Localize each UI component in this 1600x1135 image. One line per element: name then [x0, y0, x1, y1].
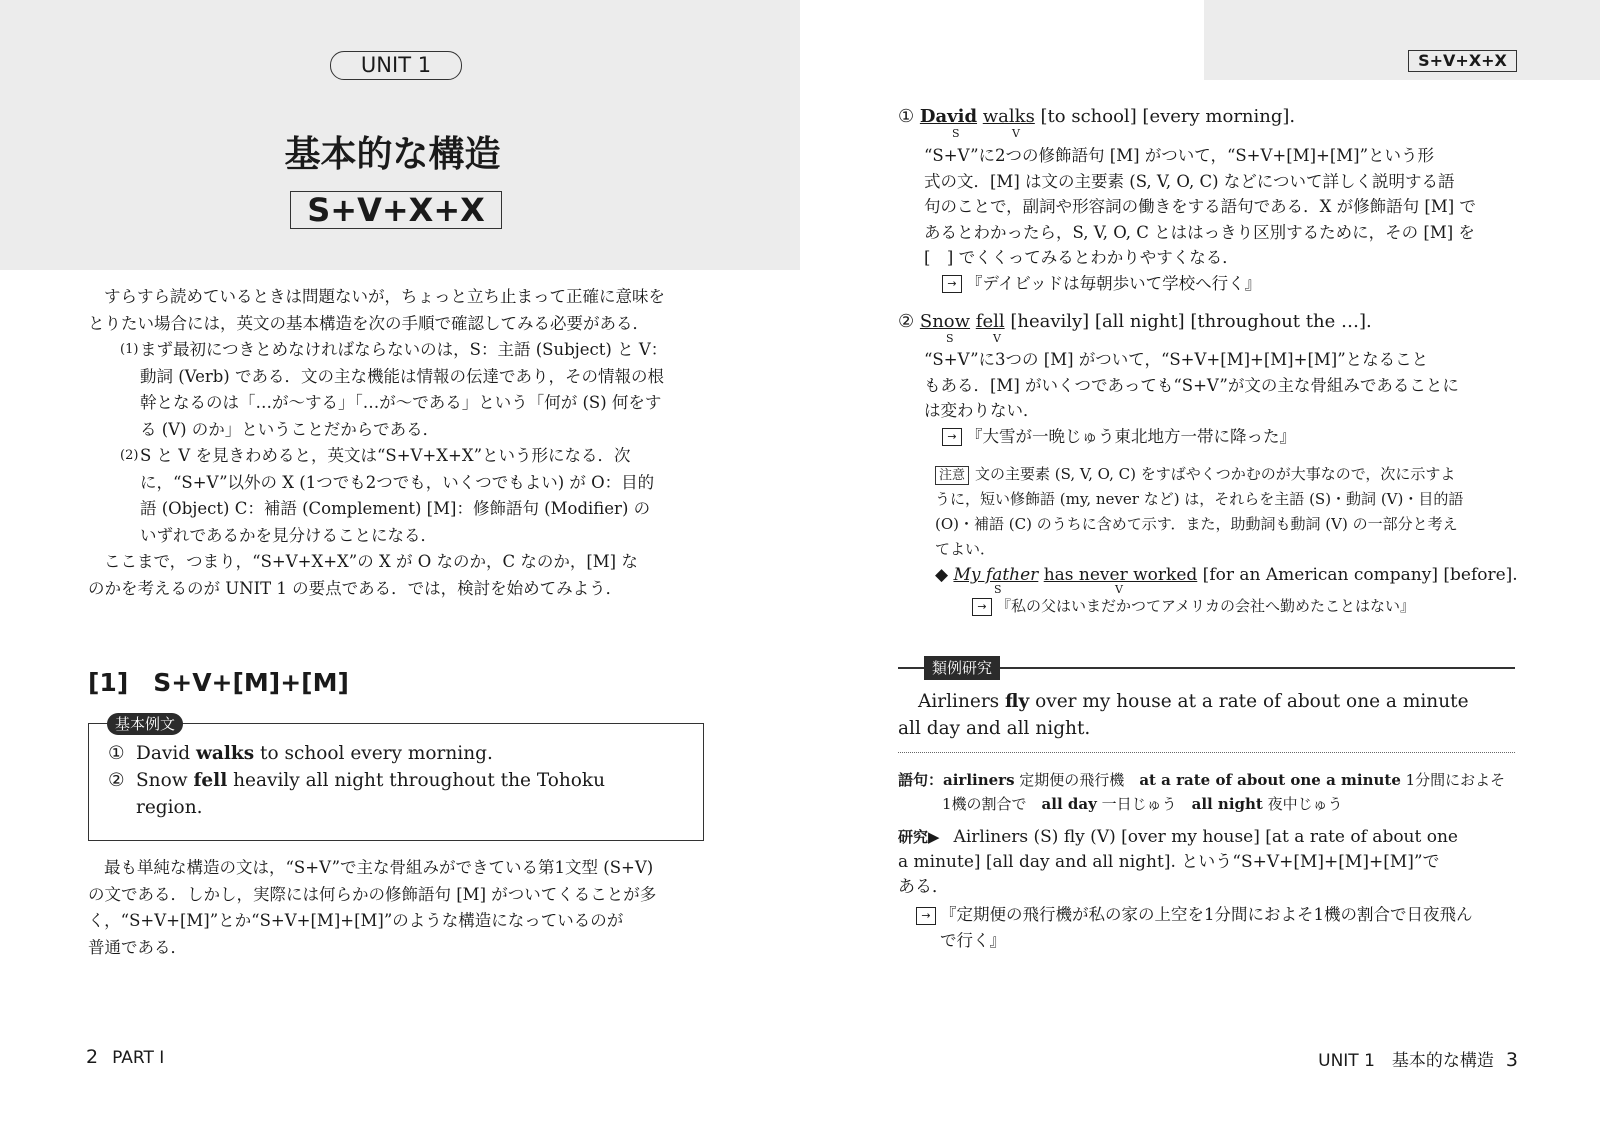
body-line: く，“S+V+[M]”とか“S+V+[M]+[M]”のような構造になっているのが: [88, 911, 624, 930]
vocab-term: all night: [1191, 795, 1263, 813]
example-verb: walks: [195, 743, 255, 764]
ruijirei-sentence: [898, 688, 1518, 742]
subject-mark: S: [946, 332, 954, 345]
subject-mark: S: [994, 583, 1002, 596]
analysis-number: ②: [898, 311, 915, 332]
arrow-icon: →: [942, 428, 962, 446]
footer-label: PART I: [112, 1048, 165, 1068]
analysis-2-sentence: [898, 309, 1372, 335]
verb-mark: V: [1012, 127, 1020, 140]
list-line: る (V) のか」ということだからである．: [140, 419, 440, 439]
note-example: [935, 563, 1518, 587]
ruijirei-line: all day and all night.: [898, 718, 1091, 739]
note-line: [935, 462, 1520, 487]
body-line: 普通である．: [88, 937, 187, 957]
list-line: まず最初につきとめなければならないのは，S：主語 (Subject) と V：: [140, 340, 668, 359]
note-line: (O)・補語 (C) のうちに含めて示す．また，助動詞も動詞 (V) の一部分と考え: [935, 515, 1458, 533]
list-line: に，“S+V”以外の X (1つでも2つでも，いくつでもよい) が O：目的: [140, 472, 655, 492]
translation-text: 『私の父はいまだかつてアメリカの会社へ勤めたことはない』: [996, 597, 1415, 615]
page-title: 基本的な構造: [284, 134, 501, 175]
intro-line: とりたい場合には，英文の基本構造を次の手順で確認してみる必要がある．: [88, 313, 649, 333]
example-verb: fell: [193, 770, 228, 791]
translation-line: [916, 902, 1520, 928]
explanation-line: 式の文．[M] は文の主要素 (S, V, O, C) などについて詳しく説明する語: [924, 171, 1455, 191]
vocab-gloss: 定期便の飛行機: [1014, 771, 1140, 789]
left-footer: [86, 1046, 164, 1068]
subject-word: David: [919, 106, 978, 127]
body-paragraph: [88, 855, 708, 961]
kenkyu-label: 研究▶: [898, 828, 940, 846]
explanation-line: [ ] でくくってみるとわかりやすくなる．: [924, 248, 1239, 267]
example-text: Snow: [136, 770, 194, 791]
ruijirei-text: over my house at a rate of about one a minute: [1029, 691, 1469, 712]
header-formula: S+V+X+X: [1408, 50, 1517, 72]
explanation-line: は変わりない．: [924, 401, 1040, 420]
verb-word: walks: [982, 106, 1035, 127]
modifiers: [to school] [every morning].: [1034, 106, 1296, 127]
right-footer: [1300, 1046, 1518, 1071]
note-subject: My father: [953, 565, 1039, 585]
arrow-icon: →: [972, 598, 992, 616]
explanation-line: “S+V”に3つの [M] がついて，“S+V+[M]+[M]+[M]”となること: [924, 350, 1429, 369]
list-line: 幹となるのは「…が〜する」「…が〜である」という「何が (S) 何をす: [140, 393, 662, 412]
translation: [924, 271, 1520, 297]
ruijirei-verb: fly: [1005, 691, 1030, 712]
intro-paragraph: [88, 284, 708, 602]
list-number: (2): [120, 448, 139, 463]
example-number: ①: [108, 743, 125, 764]
example-text: heavily all night throughout the Tohoku: [227, 770, 606, 791]
kenkyu-line: a minute] [all day and all night]. という“S+V+[M]+[M]+[M]”で: [898, 852, 1440, 872]
body-line: 最も単純な構造の文は，“S+V”で主な骨組みができている第1文型 (S+V): [104, 858, 654, 877]
footer-unit: UNIT 1 基本的な構造: [1318, 1051, 1494, 1071]
vocab-label: 語句：: [898, 771, 944, 789]
example-item: [108, 740, 688, 767]
list-line: 語 (Object) C：補語 (Complement) [M]：修飾語句 (Modifier) の: [140, 499, 651, 518]
note-block: [935, 462, 1520, 562]
ruijirei-label: 類例研究: [924, 656, 1000, 680]
kenkyu-line: ある．: [898, 877, 949, 897]
arrow-icon: →: [916, 907, 936, 925]
note-verb: has never worked: [1043, 565, 1198, 585]
final-translation: [916, 902, 1520, 953]
vocab-line: [898, 792, 1518, 816]
ruijirei-text: Airliners: [918, 691, 1006, 712]
example-label: 基本例文: [107, 713, 183, 735]
example-text: region.: [136, 797, 203, 818]
example-text: David: [136, 743, 196, 764]
example-sentences: [108, 740, 688, 821]
title-formula: S+V+X+X: [290, 191, 502, 229]
note-label: 注意: [935, 466, 969, 485]
verb-mark: V: [1115, 583, 1123, 596]
summary-line: ここまで，つまり，“S+V+X+X”の X が O なのか，C なのか，[M] な: [104, 552, 638, 571]
vocab-line: [898, 768, 1518, 792]
page-number: 2: [86, 1046, 99, 1068]
section-heading: [1] S+V+[M]+[M]: [88, 668, 349, 697]
vocab-gloss: 夜中じゅう: [1262, 795, 1343, 813]
explanation-line: あるとわかったら，S, V, O, C とははっきり区別するために，その [M] を: [924, 222, 1475, 242]
analysis-2-explanation: [924, 347, 1520, 449]
analysis-number: ①: [898, 106, 915, 127]
translation: [924, 424, 1520, 450]
example-text: to school every morning.: [254, 743, 493, 764]
note-translation: [972, 594, 1415, 618]
example-number: ②: [108, 770, 125, 791]
verb-mark: V: [993, 332, 1001, 345]
translation-line: で行く』: [940, 930, 1006, 950]
list-number: (1): [120, 342, 139, 357]
subject-mark: S: [952, 127, 960, 140]
translation-text: 『デイビッドは毎朝歩いて学校へ行く』: [966, 273, 1262, 293]
verb-word: fell: [975, 311, 1005, 332]
summary-line: のかを考えるのが UNIT 1 の要点である．では，検討を始めてみよう．: [88, 578, 623, 598]
kenkyu-block: [898, 825, 1518, 900]
diamond-icon: ◆: [935, 565, 949, 585]
intro-line: すらすら読めているときは問題ないが，ちょっと立ち止まって正確に意味を: [104, 287, 665, 306]
translation-text: 『定期便の飛行機が私の家の上空を1分間におよそ1機の割合で日夜飛ん: [940, 905, 1473, 924]
list-line: S と V を見きわめると，英文は“S+V+X+X”という形になる．次: [140, 446, 631, 465]
modifiers: [heavily] [all night] [throughout the …].: [1004, 311, 1372, 332]
list-line: いずれであるかを見分けることになる．: [140, 525, 437, 545]
body-line: の文である．しかし，実際には何らかの修飾語句 [M] がついてくることが多: [88, 884, 657, 904]
vocab-term: all day: [1041, 795, 1097, 813]
vocab-gloss: 1分間におよそ: [1400, 771, 1506, 789]
unit-label: UNIT 1: [330, 51, 462, 80]
list-item: [88, 443, 708, 549]
vocabulary-block: [898, 768, 1518, 816]
note-modifiers: [for an American company] [before].: [1197, 565, 1518, 585]
list-item: [88, 337, 708, 443]
translation-text: 『大雪が一晩じゅう東北地方一帯に降った』: [966, 426, 1296, 446]
dotted-divider: [898, 752, 1515, 753]
example-item: [108, 767, 688, 821]
note-line: うに，短い修飾語 (my, never など) は，それらを主語 (S)・動詞 (V)・目的語: [935, 490, 1464, 508]
ruijirei-line: [898, 688, 1518, 715]
arrow-icon: →: [942, 275, 962, 293]
note-text: 文の主要素 (S, V, O, C) をすばやくつかむのが大事なので，次に示すよ: [975, 465, 1456, 483]
right-header-band: [1204, 0, 1600, 80]
kenkyu-text: Airliners (S) fly (V) [over my house] [at a rate of about one: [953, 827, 1458, 847]
vocab-gloss: 1機の割合で: [942, 795, 1042, 813]
explanation-line: もある．[M] がいくつであっても“S+V”が文の主な骨組みであることに: [924, 375, 1459, 395]
vocab-term: at a rate of about one a minute: [1139, 771, 1401, 789]
explanation-line: 句のことで，副詞や形容詞の働きをする語句である．X が修飾語句 [M] で: [924, 197, 1476, 216]
vocab-term: airliners: [943, 771, 1015, 789]
analysis-1-explanation: [924, 143, 1520, 296]
subject-word: Snow: [919, 311, 971, 332]
kenkyu-line: [898, 825, 1518, 850]
explanation-line: “S+V”に2つの修飾語句 [M] がついて，“S+V+[M]+[M]”という形: [924, 146, 1435, 165]
vocab-gloss: 一日じゅう: [1096, 795, 1192, 813]
page-number: 3: [1505, 1049, 1518, 1071]
note-line: てよい．: [935, 540, 996, 558]
list-line: 動詞 (Verb) である．文の主な機能は情報の伝達であり，その情報の根: [140, 366, 664, 386]
